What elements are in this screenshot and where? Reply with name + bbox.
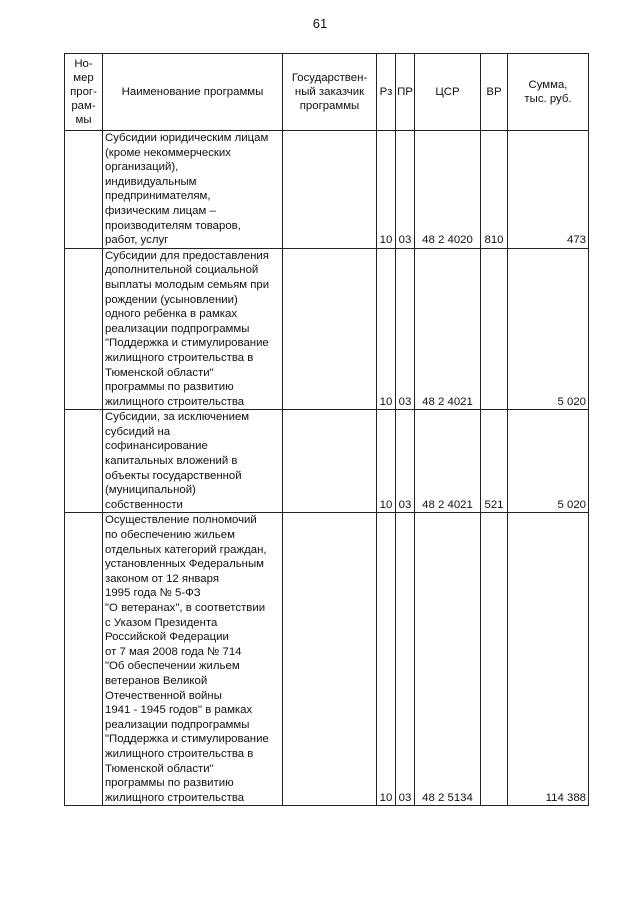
program-name-line: Тюменской области"	[105, 366, 214, 379]
cell-pr: 03	[396, 410, 415, 513]
table-body	[65, 131, 589, 806]
cell-program-name	[103, 513, 283, 806]
cell-vr: 810	[481, 131, 508, 249]
program-name-line: установленных Федеральным	[105, 558, 264, 571]
program-name-line: реализации подпрограммы	[105, 718, 250, 731]
cell-program-number	[65, 513, 103, 806]
program-name-line: объекты государственной	[105, 469, 242, 482]
cell-sum: 114 388	[508, 513, 589, 806]
program-name-line: "Об обеспечении жильем	[105, 660, 240, 673]
program-name-line: производителям товаров,	[105, 219, 241, 232]
header-sum: Сумма, тыс. руб.	[508, 54, 589, 131]
header-pr: ПР	[396, 54, 415, 131]
program-name-line: субсидий на	[105, 425, 171, 438]
program-name-line: Субсидии для предоставления	[105, 249, 269, 262]
table-row	[65, 248, 589, 410]
program-name-line: программы по развитию	[105, 777, 234, 790]
program-name-line: (кроме некоммерческих	[105, 146, 231, 159]
program-name-line: реализации подпрограммы	[105, 322, 250, 335]
table-row	[65, 513, 589, 806]
program-name-line: законом от 12 января	[105, 572, 220, 585]
program-name-line: собственности	[105, 498, 183, 511]
cell-csr: 48 2 5134	[415, 513, 481, 806]
header-row	[65, 54, 589, 131]
cell-rz: 10	[377, 248, 396, 410]
cell-state-customer	[283, 513, 377, 806]
program-name-line: "Поддержка и стимулирование	[105, 337, 269, 350]
cell-rz: 10	[377, 410, 396, 513]
cell-sum: 5 020	[508, 410, 589, 513]
page-number: 61	[312, 16, 328, 31]
cell-rz: 10	[377, 513, 396, 806]
cell-pr: 03	[396, 248, 415, 410]
program-name-line: Субсидии юридическим лицам	[105, 132, 269, 144]
cell-program-name	[103, 410, 283, 513]
header-program-number: Но- мер прог- рам- мы	[65, 54, 103, 131]
program-name-line: Субсидии, за исключением	[105, 411, 250, 424]
program-name-line: (муниципальной)	[105, 484, 196, 497]
program-name-line: софинансирование	[105, 440, 208, 453]
cell-pr: 03	[396, 513, 415, 806]
program-name-line: "О ветеранах", в соответствии	[105, 602, 266, 614]
program-name-line: отдельных категорий граждан,	[105, 543, 267, 556]
table-row	[65, 410, 589, 513]
table-row	[65, 131, 589, 249]
program-name-line: жилищного строительства в	[105, 747, 254, 760]
cell-csr: 48 2 4021	[415, 410, 481, 513]
header-rz: Рз	[377, 54, 396, 131]
program-name-line: 1941 - 1945 годов" в рамках	[105, 704, 253, 717]
program-name-line: 1995 года № 5-ФЗ	[105, 587, 201, 600]
header-vr: ВР	[481, 54, 508, 131]
program-name-line: индивидуальным	[105, 175, 197, 188]
program-name-line: капитальных вложений в	[105, 455, 238, 468]
program-name-line: Тюменской области"	[105, 762, 214, 775]
program-name-line: Осуществление полномочий	[105, 514, 257, 527]
program-name-line: программы по развитию	[105, 381, 234, 394]
program-name-line: Российской Федерации	[105, 631, 229, 644]
program-name-line: от 7 мая 2008 года № 714	[105, 645, 242, 658]
cell-vr: 521	[481, 410, 508, 513]
header-state-customer: Государствен- ный заказчик программы	[283, 54, 377, 131]
program-name-line: жилищного строительства в	[105, 351, 254, 364]
header-csr: ЦСР	[415, 54, 481, 131]
cell-state-customer	[283, 410, 377, 513]
cell-state-customer	[283, 131, 377, 249]
program-name-line: жилищного строительства	[105, 791, 245, 804]
header-program-name: Наименование программы	[103, 54, 283, 131]
cell-rz: 10	[377, 131, 396, 249]
cell-csr: 48 2 4020	[415, 131, 481, 249]
program-name-line: по обеспечению жильем	[105, 529, 235, 542]
budget-table	[64, 53, 589, 806]
program-name-line: жилищного строительства	[105, 395, 245, 408]
cell-csr: 48 2 4021	[415, 248, 481, 410]
program-name-line: с Указом Президента	[105, 616, 218, 629]
program-name-line: одного ребенка в рамках	[105, 308, 238, 321]
cell-program-number	[65, 248, 103, 410]
cell-program-name	[103, 248, 283, 410]
cell-pr: 03	[396, 131, 415, 249]
program-name-line: Отечественной войны	[105, 689, 222, 702]
cell-vr	[481, 248, 508, 410]
cell-program-name	[103, 131, 283, 249]
program-name-line: дополнительной социальной	[105, 264, 259, 277]
cell-sum: 473	[508, 131, 589, 249]
program-name-line: предпринимателям,	[105, 190, 211, 203]
program-name-line: ветеранов Великой	[105, 674, 208, 687]
program-name-line: работ, услуг	[105, 234, 169, 247]
cell-program-number	[65, 410, 103, 513]
cell-vr	[481, 513, 508, 806]
program-name-line: "Поддержка и стимулирование	[105, 733, 269, 746]
program-name-line: выплаты молодым семьям при	[105, 278, 270, 291]
cell-sum: 5 020	[508, 248, 589, 410]
program-name-line: организаций),	[105, 161, 179, 174]
program-name-line: физическим лицам –	[105, 204, 216, 217]
cell-program-number	[65, 131, 103, 249]
cell-state-customer	[283, 248, 377, 410]
program-name-line: рождении (усыновлении)	[105, 293, 238, 306]
